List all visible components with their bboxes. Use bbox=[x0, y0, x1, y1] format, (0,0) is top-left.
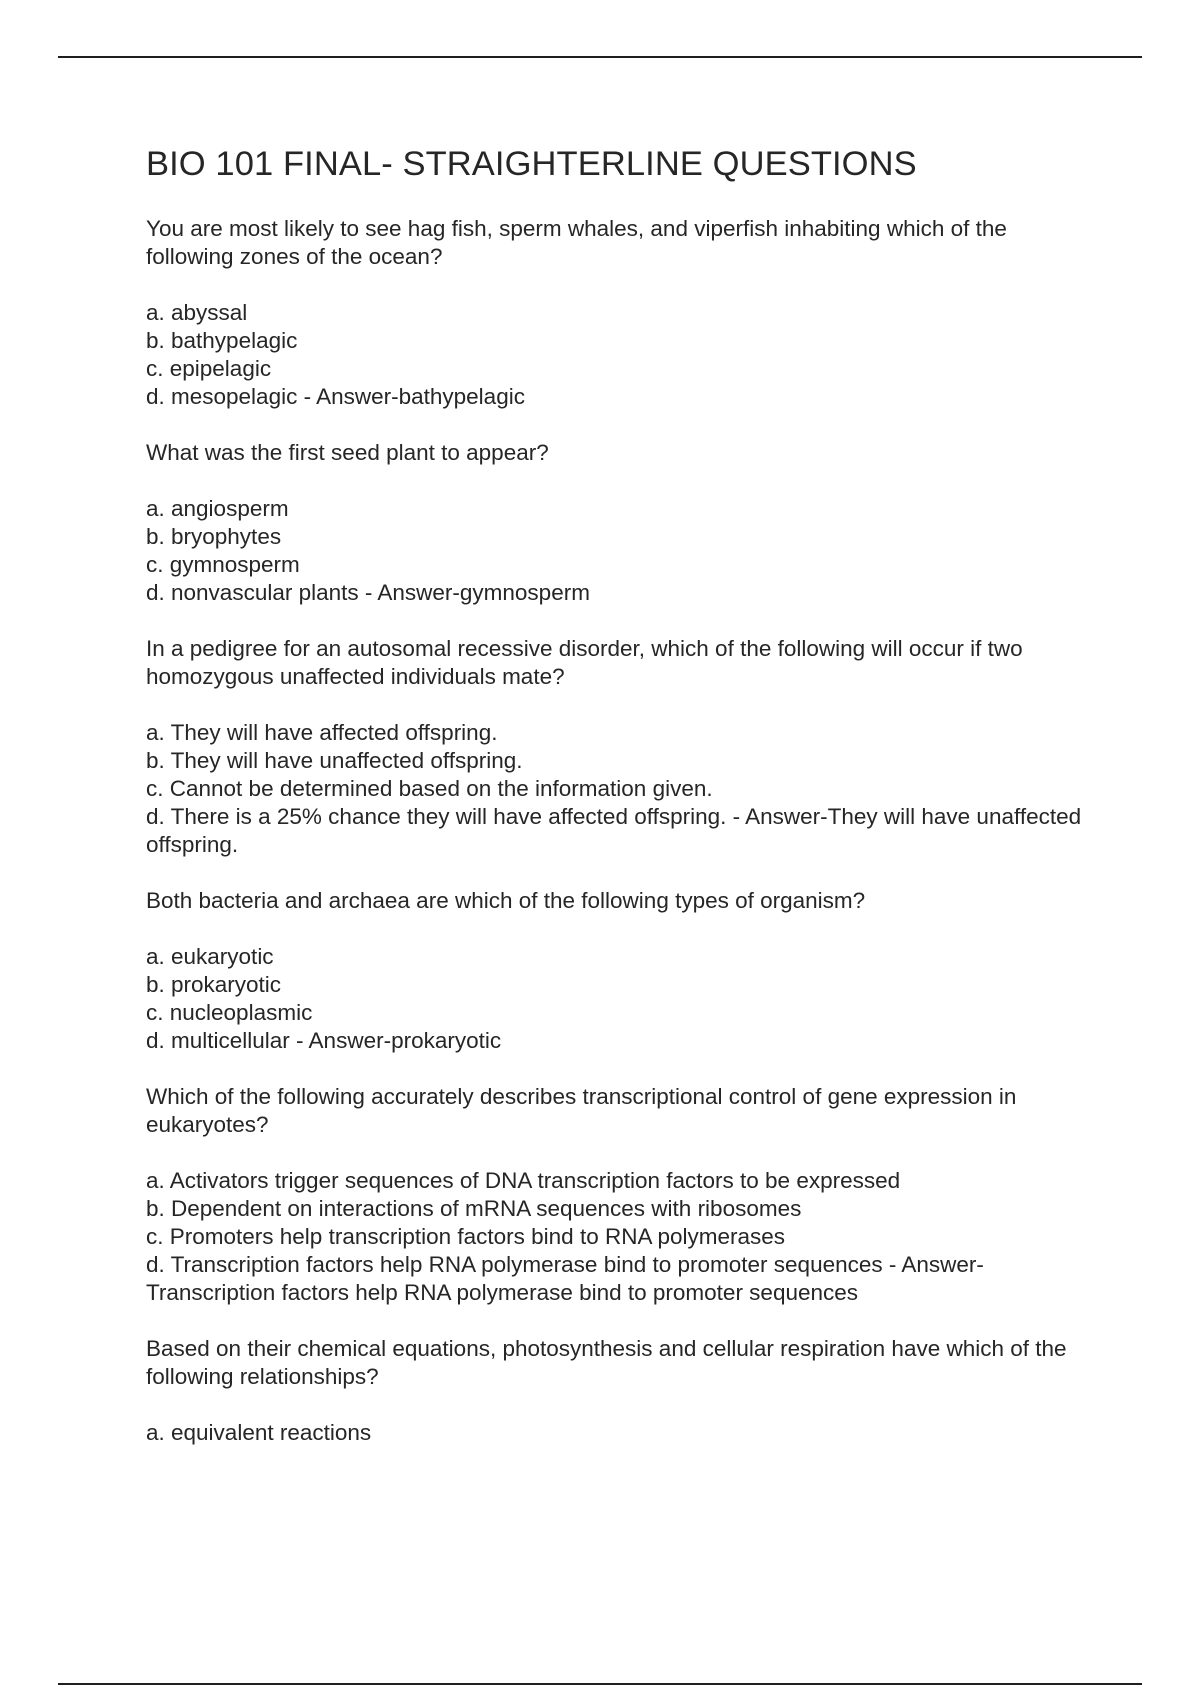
answer-option: a. angiosperm bbox=[146, 496, 289, 521]
document-page bbox=[146, 142, 1096, 1475]
answer-option: d. There is a 25% chance they will have affected offspring. - Answer-They will have unaffected offspring. bbox=[146, 804, 1082, 857]
answer-options bbox=[146, 719, 1096, 859]
answer-option: c. nucleoplasmic bbox=[146, 1000, 313, 1025]
answer-option: b. prokaryotic bbox=[146, 972, 282, 997]
answer-option: a. Activators trigger sequences of DNA transcription factors to be expressed bbox=[146, 1168, 901, 1193]
answer-option: d. nonvascular plants - Answer-gymnosperm bbox=[146, 580, 590, 605]
answer-options bbox=[146, 1419, 1096, 1447]
question-block-5 bbox=[146, 1083, 1096, 1307]
answer-options bbox=[146, 943, 1096, 1055]
answer-option: b. Dependent on interactions of mRNA sequences with ribosomes bbox=[146, 1196, 802, 1221]
answer-options bbox=[146, 1167, 1096, 1307]
answer-option: b. bathypelagic bbox=[146, 328, 298, 353]
page-title: BIO 101 FINAL- STRAIGHTERLINE QUESTIONS bbox=[146, 145, 917, 183]
bottom-rule bbox=[58, 1683, 1142, 1685]
answer-option: c. gymnosperm bbox=[146, 552, 300, 577]
answer-option: a. They will have affected offspring. bbox=[146, 720, 498, 745]
question-block-1 bbox=[146, 215, 1096, 411]
question-text: Based on their chemical equations, photosynthesis and cellular respiration have which of the following relationships? bbox=[146, 1336, 1067, 1389]
question-block-6 bbox=[146, 1335, 1096, 1447]
question-text: You are most likely to see hag fish, sperm whales, and viperfish inhabiting which of the following zones of the ocean? bbox=[146, 216, 1007, 269]
answer-option: d. mesopelagic - Answer-bathypelagic bbox=[146, 384, 525, 409]
question-block-3 bbox=[146, 635, 1096, 859]
question-text: Both bacteria and archaea are which of the following types of organism? bbox=[146, 888, 866, 913]
answer-option: b. bryophytes bbox=[146, 524, 282, 549]
answer-option: b. They will have unaffected offspring. bbox=[146, 748, 523, 773]
question-text: What was the first seed plant to appear? bbox=[146, 440, 549, 465]
question-block-4 bbox=[146, 887, 1096, 1055]
answer-option: a. equivalent reactions bbox=[146, 1420, 372, 1445]
top-rule bbox=[58, 56, 1142, 58]
answer-option: c. Cannot be determined based on the information given. bbox=[146, 776, 713, 801]
answer-option: c. epipelagic bbox=[146, 356, 272, 381]
answer-option: d. multicellular - Answer-prokaryotic bbox=[146, 1028, 502, 1053]
question-text: Which of the following accurately describes transcriptional control of gene expression in eukaryotes? bbox=[146, 1084, 1017, 1137]
question-block-2 bbox=[146, 439, 1096, 607]
answer-option: c. Promoters help transcription factors bind to RNA polymerases bbox=[146, 1224, 786, 1249]
answer-option: a. abyssal bbox=[146, 300, 248, 325]
question-text: In a pedigree for an autosomal recessive disorder, which of the following will occur if two homozygous unaffected individuals mate? bbox=[146, 636, 1023, 689]
answer-options bbox=[146, 495, 1096, 607]
answer-options bbox=[146, 299, 1096, 411]
answer-option: a. eukaryotic bbox=[146, 944, 274, 969]
answer-option: d. Transcription factors help RNA polymerase bind to promoter sequences - Answer-Transcription factors help RNA polymerase bind to promoter sequences bbox=[146, 1252, 984, 1305]
